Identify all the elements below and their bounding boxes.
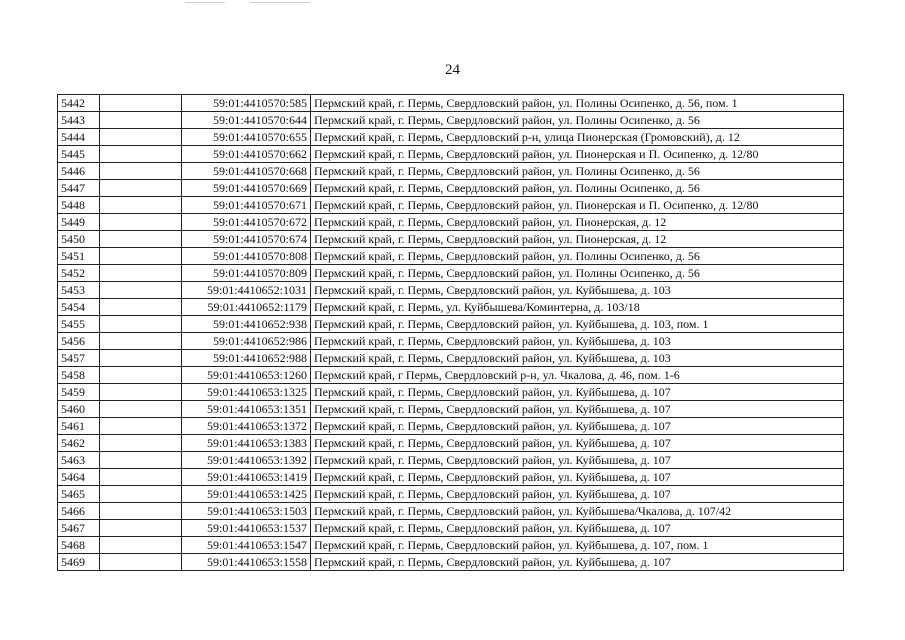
address-cell: Пермский край, г. Пермь, Свердловский район, ул. Куйбышева, д. 107 [311, 384, 844, 401]
address-cell: Пермский край, г. Пермь, Свердловский район, ул. Полины Осипенко, д. 56 [311, 248, 844, 265]
cadastral-number-cell: 59:01:4410570:672 [182, 214, 311, 231]
row-number-cell: 5468 [58, 537, 100, 554]
table-row [58, 503, 844, 520]
row-number-cell: 5455 [58, 316, 100, 333]
address-cell: Пермский край, г. Пермь, Свердловский район, ул. Куйбышева/Чкалова, д. 107/42 [311, 503, 844, 520]
table-row [58, 299, 844, 316]
address-cell: Пермский край, г. Пермь, Свердловский район, ул. Куйбышева, д. 107 [311, 452, 844, 469]
address-cell: Пермский край, г. Пермь, Свердловский район, ул. Куйбышева, д. 107 [311, 418, 844, 435]
empty-cell [100, 435, 182, 452]
cadastral-number-cell: 59:01:4410570:662 [182, 146, 311, 163]
cadastral-number-cell: 59:01:4410570:808 [182, 248, 311, 265]
table-row [58, 265, 844, 282]
address-cell: Пермский край, г. Пермь, Свердловский район, ул. Куйбышева, д. 107 [311, 554, 844, 571]
table-row [58, 537, 844, 554]
cadastral-number-cell: 59:01:4410653:1392 [182, 452, 311, 469]
cadastral-number-cell: 59:01:4410570:644 [182, 112, 311, 129]
row-number-cell: 5448 [58, 197, 100, 214]
empty-cell [100, 452, 182, 469]
empty-cell [100, 282, 182, 299]
row-number-cell: 5446 [58, 163, 100, 180]
cadastral-number-cell: 59:01:4410652:1179 [182, 299, 311, 316]
cadastral-number-cell: 59:01:4410653:1425 [182, 486, 311, 503]
table-row [58, 367, 844, 384]
empty-cell [100, 384, 182, 401]
table-row [58, 180, 844, 197]
cadastral-number-cell: 59:01:4410570:669 [182, 180, 311, 197]
empty-cell [100, 537, 182, 554]
empty-cell [100, 520, 182, 537]
cadastral-number-cell: 59:01:4410653:1537 [182, 520, 311, 537]
empty-cell [100, 180, 182, 197]
empty-cell [100, 503, 182, 520]
row-number-cell: 5449 [58, 214, 100, 231]
scan-edge-mark [250, 2, 310, 3]
empty-cell [100, 333, 182, 350]
empty-cell [100, 95, 182, 112]
row-number-cell: 5465 [58, 486, 100, 503]
empty-cell [100, 248, 182, 265]
row-number-cell: 5459 [58, 384, 100, 401]
cadastral-number-cell: 59:01:4410570:668 [182, 163, 311, 180]
address-cell: Пермский край, г. Пермь, Свердловский район, ул. Куйбышева, д. 107 [311, 486, 844, 503]
row-number-cell: 5458 [58, 367, 100, 384]
cadastral-number-cell: 59:01:4410653:1558 [182, 554, 311, 571]
cadastral-number-cell: 59:01:4410652:938 [182, 316, 311, 333]
row-number-cell: 5444 [58, 129, 100, 146]
row-number-cell: 5457 [58, 350, 100, 367]
table-row [58, 282, 844, 299]
table-row [58, 384, 844, 401]
registry-table-body [58, 95, 844, 571]
table-row [58, 418, 844, 435]
empty-cell [100, 231, 182, 248]
address-cell: Пермский край, г. Пермь, Свердловский район, ул. Пионерская, д. 12 [311, 214, 844, 231]
empty-cell [100, 418, 182, 435]
table-row [58, 197, 844, 214]
table-row [58, 554, 844, 571]
cadastral-number-cell: 59:01:4410652:988 [182, 350, 311, 367]
row-number-cell: 5443 [58, 112, 100, 129]
empty-cell [100, 265, 182, 282]
address-cell: Пермский край, г. Пермь, Свердловский район, ул. Пионерская, д. 12 [311, 231, 844, 248]
row-number-cell: 5445 [58, 146, 100, 163]
address-cell: Пермский край, г. Пермь, Свердловский район, ул. Куйбышева, д. 103 [311, 350, 844, 367]
empty-cell [100, 112, 182, 129]
address-cell: Пермский край, г. Пермь, Свердловский район, ул. Полины Осипенко, д. 56 [311, 265, 844, 282]
empty-cell [100, 129, 182, 146]
address-cell: Пермский край, г. Пермь, Свердловский район, ул. Полины Осипенко, д. 56 [311, 163, 844, 180]
table-row [58, 469, 844, 486]
table-row [58, 112, 844, 129]
cadastral-number-cell: 59:01:4410653:1419 [182, 469, 311, 486]
address-cell: Пермский край, г. Пермь, Свердловский район, ул. Полины Осипенко, д. 56 [311, 180, 844, 197]
table-row [58, 350, 844, 367]
row-number-cell: 5461 [58, 418, 100, 435]
table-row [58, 231, 844, 248]
table-row [58, 248, 844, 265]
address-cell: Пермский край, г. Пермь, Свердловский район, ул. Полины Осипенко, д. 56, пом. 1 [311, 95, 844, 112]
table-row [58, 435, 844, 452]
table-row [58, 316, 844, 333]
address-cell: Пермский край, г. Пермь, Свердловский район, ул. Куйбышева, д. 107, пом. 1 [311, 537, 844, 554]
table-row [58, 129, 844, 146]
empty-cell [100, 197, 182, 214]
registry-table [57, 94, 844, 571]
row-number-cell: 5467 [58, 520, 100, 537]
row-number-cell: 5466 [58, 503, 100, 520]
cadastral-number-cell: 59:01:4410653:1372 [182, 418, 311, 435]
cadastral-number-cell: 59:01:4410570:674 [182, 231, 311, 248]
empty-cell [100, 367, 182, 384]
row-number-cell: 5452 [58, 265, 100, 282]
empty-cell [100, 163, 182, 180]
empty-cell [100, 299, 182, 316]
empty-cell [100, 214, 182, 231]
table-row [58, 401, 844, 418]
empty-cell [100, 350, 182, 367]
cadastral-number-cell: 59:01:4410570:671 [182, 197, 311, 214]
cadastral-number-cell: 59:01:4410652:1031 [182, 282, 311, 299]
address-cell: Пермский край, г Пермь, Свердловский р-н, ул. Чкалова, д. 46, пом. 1-6 [311, 367, 844, 384]
table-row [58, 452, 844, 469]
address-cell: Пермский край, г. Пермь, Свердловский район, ул. Куйбышева, д. 107 [311, 469, 844, 486]
row-number-cell: 5462 [58, 435, 100, 452]
page-number: 24 [445, 62, 460, 78]
cadastral-number-cell: 59:01:4410653:1351 [182, 401, 311, 418]
cadastral-number-cell: 59:01:4410653:1383 [182, 435, 311, 452]
row-number-cell: 5464 [58, 469, 100, 486]
address-cell: Пермский край, г. Пермь, Свердловский район, ул. Полины Осипенко, д. 56 [311, 112, 844, 129]
row-number-cell: 5454 [58, 299, 100, 316]
row-number-cell: 5469 [58, 554, 100, 571]
row-number-cell: 5447 [58, 180, 100, 197]
row-number-cell: 5463 [58, 452, 100, 469]
row-number-cell: 5453 [58, 282, 100, 299]
empty-cell [100, 401, 182, 418]
table-row [58, 520, 844, 537]
cadastral-number-cell: 59:01:4410570:809 [182, 265, 311, 282]
row-number-cell: 5442 [58, 95, 100, 112]
empty-cell [100, 554, 182, 571]
empty-cell [100, 486, 182, 503]
empty-cell [100, 316, 182, 333]
address-cell: Пермский край, г. Пермь, Свердловский р-н, улица Пионерская (Громовский), д. 12 [311, 129, 844, 146]
address-cell: Пермский край, г. Пермь, Свердловский район, ул. Куйбышева, д. 107 [311, 435, 844, 452]
cadastral-number-cell: 59:01:4410570:655 [182, 129, 311, 146]
table-row [58, 163, 844, 180]
address-cell: Пермский край, г. Пермь, Свердловский район, ул. Куйбышева, д. 107 [311, 520, 844, 537]
table-row [58, 486, 844, 503]
row-number-cell: 5450 [58, 231, 100, 248]
cadastral-number-cell: 59:01:4410653:1547 [182, 537, 311, 554]
cadastral-number-cell: 59:01:4410653:1260 [182, 367, 311, 384]
address-cell: Пермский край, г. Пермь, Свердловский район, ул. Куйбышева, д. 103, пом. 1 [311, 316, 844, 333]
table-row [58, 333, 844, 350]
row-number-cell: 5456 [58, 333, 100, 350]
address-cell: Пермский край, г. Пермь, ул. Куйбышева/Коминтерна, д. 103/18 [311, 299, 844, 316]
row-number-cell: 5451 [58, 248, 100, 265]
row-number-cell: 5460 [58, 401, 100, 418]
cadastral-number-cell: 59:01:4410653:1325 [182, 384, 311, 401]
address-cell: Пермский край, г. Пермь, Свердловский район, ул. Пионерская и П. Осипенко, д. 12/80 [311, 197, 844, 214]
table-row [58, 95, 844, 112]
cadastral-number-cell: 59:01:4410653:1503 [182, 503, 311, 520]
address-cell: Пермский край, г. Пермь, Свердловский район, ул. Куйбышева, д. 103 [311, 282, 844, 299]
cadastral-number-cell: 59:01:4410570:585 [182, 95, 311, 112]
table-row [58, 146, 844, 163]
empty-cell [100, 469, 182, 486]
cadastral-number-cell: 59:01:4410652:986 [182, 333, 311, 350]
scan-edge-mark [185, 2, 225, 3]
address-cell: Пермский край, г. Пермь, Свердловский район, ул. Куйбышева, д. 107 [311, 401, 844, 418]
table-row [58, 214, 844, 231]
address-cell: Пермский край, г. Пермь, Свердловский район, ул. Пионерская и П. Осипенко, д. 12/80 [311, 146, 844, 163]
empty-cell [100, 146, 182, 163]
address-cell: Пермский край, г. Пермь, Свердловский район, ул. Куйбышева, д. 103 [311, 333, 844, 350]
